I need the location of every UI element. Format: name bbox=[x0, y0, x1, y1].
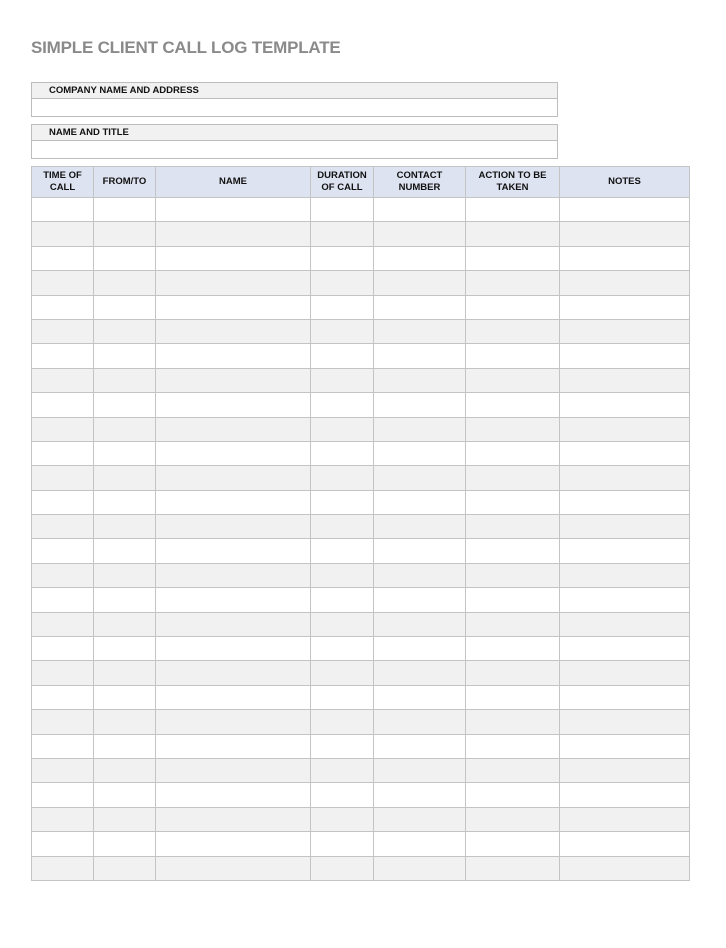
cell-contact-number[interactable] bbox=[374, 198, 466, 222]
cell-contact-number[interactable] bbox=[374, 710, 466, 734]
cell-from-to[interactable] bbox=[94, 710, 156, 734]
cell-duration[interactable] bbox=[311, 368, 374, 392]
cell-duration[interactable] bbox=[311, 758, 374, 782]
cell-from-to[interactable] bbox=[94, 515, 156, 539]
cell-duration[interactable] bbox=[311, 685, 374, 709]
cell-contact-number[interactable] bbox=[374, 271, 466, 295]
cell-contact-number[interactable] bbox=[374, 612, 466, 636]
company-name-address-box bbox=[31, 82, 558, 117]
cell-from-to[interactable] bbox=[94, 271, 156, 295]
cell-notes[interactable] bbox=[560, 612, 690, 636]
table-body bbox=[32, 198, 690, 881]
cell-name[interactable] bbox=[156, 271, 311, 295]
cell-notes[interactable] bbox=[560, 319, 690, 343]
cell-action[interactable] bbox=[466, 222, 560, 246]
cell-action[interactable] bbox=[466, 710, 560, 734]
cell-from-to[interactable] bbox=[94, 807, 156, 831]
cell-contact-number[interactable] bbox=[374, 588, 466, 612]
cell-notes[interactable] bbox=[560, 246, 690, 270]
name-title-box bbox=[31, 124, 558, 159]
cell-notes[interactable] bbox=[560, 393, 690, 417]
table-row bbox=[32, 783, 690, 807]
cell-contact-number[interactable] bbox=[374, 685, 466, 709]
cell-time-of-call[interactable] bbox=[32, 563, 94, 587]
column-header-name: NAME bbox=[156, 167, 311, 198]
cell-action[interactable] bbox=[466, 758, 560, 782]
cell-contact-number[interactable] bbox=[374, 344, 466, 368]
cell-from-to[interactable] bbox=[94, 612, 156, 636]
cell-name[interactable] bbox=[156, 661, 311, 685]
page-title: SIMPLE CLIENT CALL LOG TEMPLATE bbox=[31, 38, 341, 57]
cell-notes[interactable] bbox=[560, 758, 690, 782]
cell-contact-number[interactable] bbox=[374, 368, 466, 392]
cell-action[interactable] bbox=[466, 539, 560, 563]
cell-action[interactable] bbox=[466, 588, 560, 612]
cell-from-to[interactable] bbox=[94, 539, 156, 563]
cell-contact-number[interactable] bbox=[374, 563, 466, 587]
cell-notes[interactable] bbox=[560, 198, 690, 222]
cell-time-of-call[interactable] bbox=[32, 758, 94, 782]
cell-action[interactable] bbox=[466, 637, 560, 661]
cell-duration[interactable] bbox=[311, 637, 374, 661]
cell-time-of-call[interactable] bbox=[32, 441, 94, 465]
cell-from-to[interactable] bbox=[94, 198, 156, 222]
cell-notes[interactable] bbox=[560, 466, 690, 490]
cell-notes[interactable] bbox=[560, 490, 690, 514]
cell-notes[interactable] bbox=[560, 515, 690, 539]
cell-from-to[interactable] bbox=[94, 685, 156, 709]
cell-time-of-call[interactable] bbox=[32, 856, 94, 880]
cell-from-to[interactable] bbox=[94, 563, 156, 587]
cell-duration[interactable] bbox=[311, 515, 374, 539]
cell-duration[interactable] bbox=[311, 466, 374, 490]
table-row bbox=[32, 344, 690, 368]
cell-time-of-call[interactable] bbox=[32, 368, 94, 392]
cell-duration[interactable] bbox=[311, 344, 374, 368]
table-row bbox=[32, 319, 690, 343]
cell-from-to[interactable] bbox=[94, 393, 156, 417]
cell-action[interactable] bbox=[466, 417, 560, 441]
cell-name[interactable] bbox=[156, 856, 311, 880]
cell-duration[interactable] bbox=[311, 710, 374, 734]
cell-duration[interactable] bbox=[311, 783, 374, 807]
cell-contact-number[interactable] bbox=[374, 319, 466, 343]
cell-time-of-call[interactable] bbox=[32, 271, 94, 295]
cell-action[interactable] bbox=[466, 685, 560, 709]
cell-time-of-call[interactable] bbox=[32, 222, 94, 246]
table-row bbox=[32, 490, 690, 514]
cell-name[interactable] bbox=[156, 466, 311, 490]
table-row bbox=[32, 515, 690, 539]
cell-action[interactable] bbox=[466, 734, 560, 758]
cell-contact-number[interactable] bbox=[374, 295, 466, 319]
cell-from-to[interactable] bbox=[94, 758, 156, 782]
cell-name[interactable] bbox=[156, 563, 311, 587]
cell-name[interactable] bbox=[156, 295, 311, 319]
cell-contact-number[interactable] bbox=[374, 783, 466, 807]
cell-duration[interactable] bbox=[311, 832, 374, 856]
cell-from-to[interactable] bbox=[94, 319, 156, 343]
table-row bbox=[32, 563, 690, 587]
cell-action[interactable] bbox=[466, 271, 560, 295]
cell-time-of-call[interactable] bbox=[32, 466, 94, 490]
cell-action[interactable] bbox=[466, 246, 560, 270]
cell-name[interactable] bbox=[156, 710, 311, 734]
cell-duration[interactable] bbox=[311, 856, 374, 880]
cell-action[interactable] bbox=[466, 490, 560, 514]
cell-from-to[interactable] bbox=[94, 734, 156, 758]
cell-time-of-call[interactable] bbox=[32, 319, 94, 343]
cell-from-to[interactable] bbox=[94, 417, 156, 441]
cell-name[interactable] bbox=[156, 685, 311, 709]
cell-time-of-call[interactable] bbox=[32, 393, 94, 417]
table-row bbox=[32, 466, 690, 490]
cell-from-to[interactable] bbox=[94, 222, 156, 246]
cell-from-to[interactable] bbox=[94, 783, 156, 807]
cell-action[interactable] bbox=[466, 807, 560, 831]
cell-action[interactable] bbox=[466, 198, 560, 222]
cell-contact-number[interactable] bbox=[374, 807, 466, 831]
cell-duration[interactable] bbox=[311, 563, 374, 587]
cell-notes[interactable] bbox=[560, 734, 690, 758]
cell-duration[interactable] bbox=[311, 222, 374, 246]
cell-duration[interactable] bbox=[311, 612, 374, 636]
cell-notes[interactable] bbox=[560, 832, 690, 856]
cell-name[interactable] bbox=[156, 832, 311, 856]
cell-name[interactable] bbox=[156, 539, 311, 563]
cell-contact-number[interactable] bbox=[374, 490, 466, 514]
cell-name[interactable] bbox=[156, 734, 311, 758]
cell-duration[interactable] bbox=[311, 661, 374, 685]
cell-action[interactable] bbox=[466, 393, 560, 417]
cell-time-of-call[interactable] bbox=[32, 515, 94, 539]
cell-duration[interactable] bbox=[311, 588, 374, 612]
cell-notes[interactable] bbox=[560, 661, 690, 685]
cell-notes[interactable] bbox=[560, 588, 690, 612]
table-row bbox=[32, 417, 690, 441]
cell-from-to[interactable] bbox=[94, 441, 156, 465]
cell-from-to[interactable] bbox=[94, 368, 156, 392]
cell-duration[interactable] bbox=[311, 490, 374, 514]
cell-time-of-call[interactable] bbox=[32, 783, 94, 807]
cell-contact-number[interactable] bbox=[374, 637, 466, 661]
name-title-field[interactable] bbox=[32, 141, 557, 158]
cell-action[interactable] bbox=[466, 515, 560, 539]
cell-time-of-call[interactable] bbox=[32, 417, 94, 441]
table-row bbox=[32, 539, 690, 563]
cell-action[interactable] bbox=[466, 441, 560, 465]
call-log-table bbox=[31, 166, 690, 881]
cell-duration[interactable] bbox=[311, 417, 374, 441]
cell-from-to[interactable] bbox=[94, 490, 156, 514]
table-row bbox=[32, 612, 690, 636]
cell-notes[interactable] bbox=[560, 271, 690, 295]
cell-name[interactable] bbox=[156, 807, 311, 831]
column-header-action: ACTION TO BE TAKEN bbox=[466, 167, 560, 198]
cell-name[interactable] bbox=[156, 758, 311, 782]
cell-contact-number[interactable] bbox=[374, 661, 466, 685]
column-header-from-to: FROM/TO bbox=[94, 167, 156, 198]
cell-duration[interactable] bbox=[311, 198, 374, 222]
cell-from-to[interactable] bbox=[94, 832, 156, 856]
cell-duration[interactable] bbox=[311, 393, 374, 417]
cell-notes[interactable] bbox=[560, 685, 690, 709]
company-name-address-field[interactable] bbox=[32, 99, 557, 116]
cell-name[interactable] bbox=[156, 222, 311, 246]
cell-notes[interactable] bbox=[560, 222, 690, 246]
cell-notes[interactable] bbox=[560, 417, 690, 441]
table-row bbox=[32, 734, 690, 758]
cell-name[interactable] bbox=[156, 612, 311, 636]
cell-notes[interactable] bbox=[560, 368, 690, 392]
cell-name[interactable] bbox=[156, 588, 311, 612]
column-header-time-of-call: TIME OF CALL bbox=[32, 167, 94, 198]
cell-name[interactable] bbox=[156, 246, 311, 270]
cell-notes[interactable] bbox=[560, 710, 690, 734]
cell-name[interactable] bbox=[156, 441, 311, 465]
table-row bbox=[32, 637, 690, 661]
table-row bbox=[32, 198, 690, 222]
table-row bbox=[32, 710, 690, 734]
cell-notes[interactable] bbox=[560, 344, 690, 368]
cell-contact-number[interactable] bbox=[374, 466, 466, 490]
cell-name[interactable] bbox=[156, 198, 311, 222]
cell-time-of-call[interactable] bbox=[32, 637, 94, 661]
cell-duration[interactable] bbox=[311, 441, 374, 465]
table-row bbox=[32, 271, 690, 295]
cell-time-of-call[interactable] bbox=[32, 832, 94, 856]
cell-from-to[interactable] bbox=[94, 344, 156, 368]
cell-time-of-call[interactable] bbox=[32, 490, 94, 514]
cell-duration[interactable] bbox=[311, 295, 374, 319]
table-row bbox=[32, 856, 690, 880]
table-row bbox=[32, 832, 690, 856]
cell-contact-number[interactable] bbox=[374, 856, 466, 880]
cell-action[interactable] bbox=[466, 783, 560, 807]
cell-action[interactable] bbox=[466, 466, 560, 490]
cell-notes[interactable] bbox=[560, 807, 690, 831]
cell-contact-number[interactable] bbox=[374, 441, 466, 465]
cell-time-of-call[interactable] bbox=[32, 685, 94, 709]
cell-time-of-call[interactable] bbox=[32, 661, 94, 685]
cell-name[interactable] bbox=[156, 515, 311, 539]
cell-time-of-call[interactable] bbox=[32, 807, 94, 831]
table-row bbox=[32, 393, 690, 417]
cell-notes[interactable] bbox=[560, 295, 690, 319]
cell-from-to[interactable] bbox=[94, 246, 156, 270]
table-row bbox=[32, 246, 690, 270]
cell-notes[interactable] bbox=[560, 441, 690, 465]
cell-from-to[interactable] bbox=[94, 856, 156, 880]
table-row bbox=[32, 441, 690, 465]
column-header-notes: NOTES bbox=[560, 167, 690, 198]
table-row bbox=[32, 661, 690, 685]
cell-time-of-call[interactable] bbox=[32, 710, 94, 734]
table-row bbox=[32, 807, 690, 831]
cell-action[interactable] bbox=[466, 319, 560, 343]
cell-name[interactable] bbox=[156, 368, 311, 392]
cell-duration[interactable] bbox=[311, 319, 374, 343]
cell-contact-number[interactable] bbox=[374, 515, 466, 539]
cell-action[interactable] bbox=[466, 344, 560, 368]
cell-name[interactable] bbox=[156, 417, 311, 441]
cell-name[interactable] bbox=[156, 637, 311, 661]
cell-time-of-call[interactable] bbox=[32, 246, 94, 270]
cell-time-of-call[interactable] bbox=[32, 734, 94, 758]
cell-time-of-call[interactable] bbox=[32, 198, 94, 222]
table-row bbox=[32, 295, 690, 319]
cell-action[interactable] bbox=[466, 612, 560, 636]
column-header-contact-number: CONTACT NUMBER bbox=[374, 167, 466, 198]
cell-contact-number[interactable] bbox=[374, 222, 466, 246]
cell-action[interactable] bbox=[466, 368, 560, 392]
cell-contact-number[interactable] bbox=[374, 758, 466, 782]
cell-duration[interactable] bbox=[311, 246, 374, 270]
cell-action[interactable] bbox=[466, 661, 560, 685]
cell-from-to[interactable] bbox=[94, 466, 156, 490]
table-row bbox=[32, 588, 690, 612]
cell-action[interactable] bbox=[466, 563, 560, 587]
cell-name[interactable] bbox=[156, 393, 311, 417]
cell-duration[interactable] bbox=[311, 807, 374, 831]
cell-contact-number[interactable] bbox=[374, 417, 466, 441]
cell-action[interactable] bbox=[466, 832, 560, 856]
cell-notes[interactable] bbox=[560, 637, 690, 661]
table-row bbox=[32, 368, 690, 392]
table-row bbox=[32, 222, 690, 246]
cell-time-of-call[interactable] bbox=[32, 295, 94, 319]
cell-notes[interactable] bbox=[560, 563, 690, 587]
cell-name[interactable] bbox=[156, 490, 311, 514]
cell-duration[interactable] bbox=[311, 539, 374, 563]
cell-from-to[interactable] bbox=[94, 588, 156, 612]
company-name-address-label: COMPANY NAME AND ADDRESS bbox=[32, 83, 557, 99]
column-header-duration: DURATION OF CALL bbox=[311, 167, 374, 198]
cell-notes[interactable] bbox=[560, 539, 690, 563]
cell-contact-number[interactable] bbox=[374, 734, 466, 758]
cell-name[interactable] bbox=[156, 344, 311, 368]
cell-time-of-call[interactable] bbox=[32, 588, 94, 612]
cell-contact-number[interactable] bbox=[374, 393, 466, 417]
cell-contact-number[interactable] bbox=[374, 539, 466, 563]
cell-action[interactable] bbox=[466, 856, 560, 880]
name-title-label: NAME AND TITLE bbox=[32, 125, 557, 141]
table-row bbox=[32, 685, 690, 709]
table-row bbox=[32, 758, 690, 782]
cell-name[interactable] bbox=[156, 319, 311, 343]
cell-from-to[interactable] bbox=[94, 661, 156, 685]
cell-action[interactable] bbox=[466, 295, 560, 319]
cell-time-of-call[interactable] bbox=[32, 612, 94, 636]
cell-from-to[interactable] bbox=[94, 295, 156, 319]
cell-contact-number[interactable] bbox=[374, 832, 466, 856]
cell-time-of-call[interactable] bbox=[32, 344, 94, 368]
cell-name[interactable] bbox=[156, 783, 311, 807]
cell-notes[interactable] bbox=[560, 856, 690, 880]
cell-duration[interactable] bbox=[311, 734, 374, 758]
cell-duration[interactable] bbox=[311, 271, 374, 295]
table-header-row bbox=[32, 167, 690, 198]
cell-from-to[interactable] bbox=[94, 637, 156, 661]
cell-notes[interactable] bbox=[560, 783, 690, 807]
cell-contact-number[interactable] bbox=[374, 246, 466, 270]
cell-time-of-call[interactable] bbox=[32, 539, 94, 563]
